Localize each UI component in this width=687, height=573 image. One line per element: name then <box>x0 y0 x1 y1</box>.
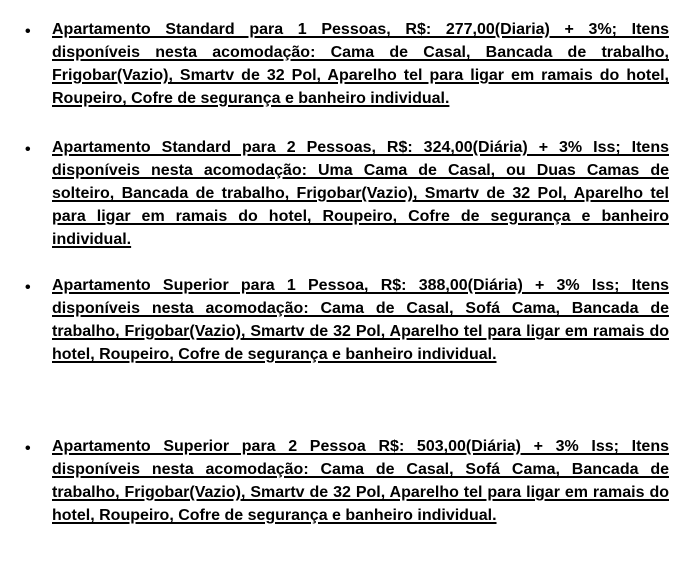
bullet-icon: • <box>25 23 31 40</box>
bullet-icon: • <box>25 440 31 457</box>
list-item-text: Apartamento Superior para 1 Pessoa, R$: 388,00(Diária) + 3% Iss; Itens disponíveis nesta acomodação: Cama de Casal, Sofá Cama, Bancada de trabalho, Frigobar(Vazio), Smartv de 32 Pol, Aparelho tel para ligar em ramais do hotel, Roupeiro, Cofre de segurança e banheiro individual. <box>52 277 669 363</box>
list-item-text: Apartamento Standard para 2 Pessoas, R$: 324,00(Diária) + 3% Iss; Itens disponíveis nesta acomodação: Uma Cama de Casal, ou Duas Camas de solteiro, Bancada de trabalho, Frigobar(Vazio), Smartv de 32 Pol, Aparelho tel para ligar em ramais do hotel, Roupeiro, Cofre de segurança e banheiro individual. <box>52 139 669 248</box>
bullet-icon: • <box>25 141 31 158</box>
list-item-text: Apartamento Superior para 2 Pessoa R$: 503,00(Diária) + 3% Iss; Itens disponíveis nesta acomodação: Cama de Casal, Sofá Cama, Bancada de trabalho, Frigobar(Vazio), Smartv de 32 Pol, Aparelho tel para ligar em ramais do hotel, Roupeiro, Cofre de segurança e banheiro individual. <box>52 438 669 524</box>
list-item-text: Apartamento Standard para 1 Pessoas, R$: 277,00(Diaria) + 3%; Itens disponíveis nesta acomodação: Cama de Casal, Bancada de trabalho, Frigobar(Vazio), Smartv de 32 Pol, Aparelho tel para ligar em ramais do hotel, Roupeiro, Cofre de segurança e banheiro individual. <box>52 21 669 107</box>
bullet-icon: • <box>25 279 31 296</box>
